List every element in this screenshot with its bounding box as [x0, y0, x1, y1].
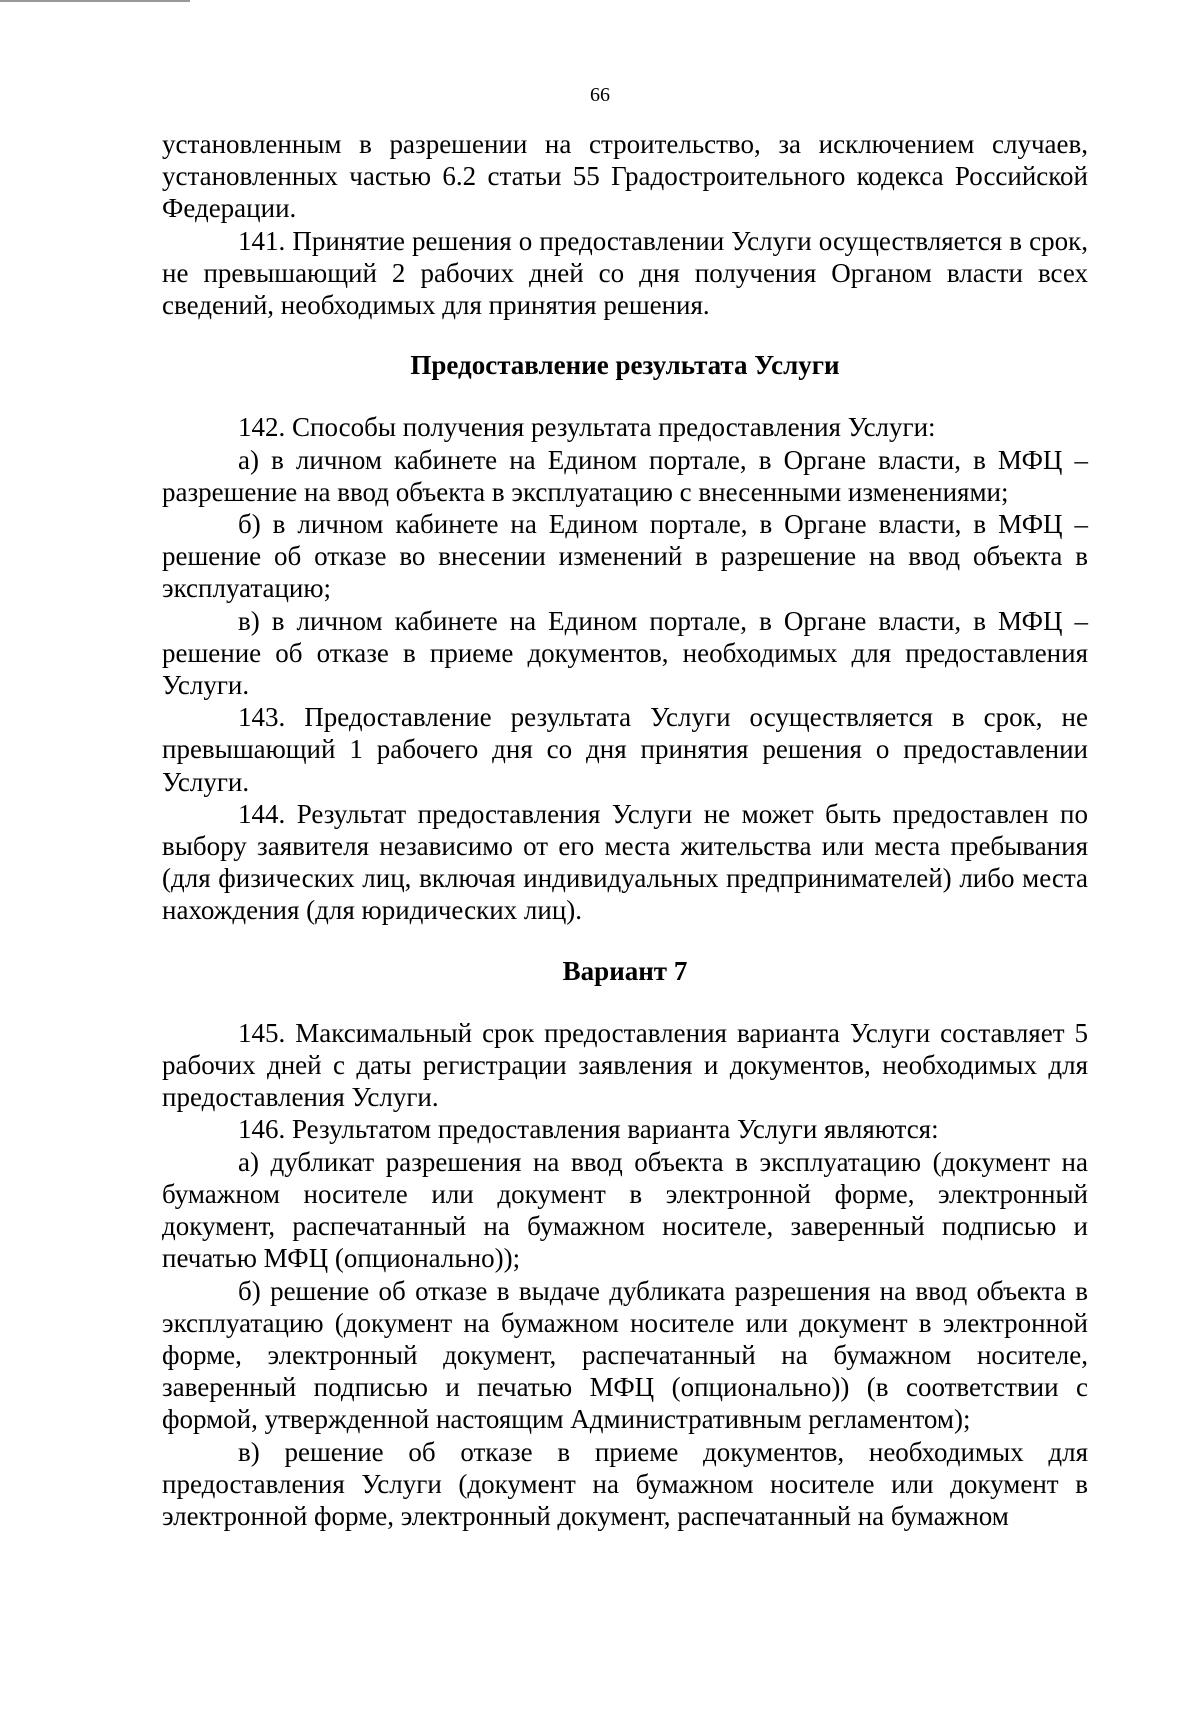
- list-item-146-b: б) решение об отказе в выдаче дубликата разрешения на ввод объекта в эксплуатацию (документ на бумажном носителе или документ в электронной форме, электронный документ, распечатанный на бумажном носителе, заверенный подписью и печатью МФЦ (опционально)) (в соответствии с формой, утвержденной настоящим Административным регламентом);: [162, 1275, 1088, 1435]
- list-item-142-v: в) в личном кабинете на Едином портале, в Органе власти, в МФЦ – решение об отказе в приеме документов, необходимых для предоставления Услуги.: [162, 605, 1088, 701]
- paragraph-145: 145. Максимальный срок предоставления варианта Услуги составляет 5 рабочих дней с даты регистрации заявления и документов, необходимых для предоставления Услуги.: [162, 1017, 1088, 1113]
- paragraph-141: 141. Принятие решения о предоставлении Услуги осуществляется в срок, не превышающий 2 рабочих дней со дня получения Органом власти всех сведений, необходимых для принятия решения.: [162, 225, 1088, 321]
- list-item-142-b: б) в личном кабинете на Едином портале, в Органе власти, в МФЦ – решение об отказе во внесении изменений в разрешение на ввод объекта в эксплуатацию;: [162, 509, 1088, 604]
- paragraph: установленным в разрешении на строительство, за исключением случаев, установленных частью 6.2 статьи 55 Градостроительного кодекса Российской Федерации.: [162, 129, 1088, 224]
- page-number: 66: [590, 84, 610, 106]
- list-item-146-a: а) дубликат разрешения на ввод объекта в эксплуатацию (документ на бумажном носителе или документ в электронной форме, электронный документ, распечатанный на бумажном носителе, заверенный подписью и печатью МФЦ (опционально));: [162, 1146, 1088, 1274]
- paragraph-144: 144. Результат предоставления Услуги не может быть предоставлен по выбору заявителя независимо от его места жительства или места пребывания (для физических лиц, включая индивидуальных предпринимателей) либо места нахождения (для юридических лиц).: [162, 798, 1088, 926]
- scan-edge-mark: [0, 0, 190, 2]
- document-body: [162, 128, 1088, 1532]
- list-item-146-v: в) решение об отказе в приеме документов, необходимых для предоставления Услуги (документ на бумажном носителе или документ в электронной форме, электронный документ, распечатанный на бумажном: [162, 1436, 1088, 1531]
- paragraph-142: 142. Способы получения результата предоставления Услуги:: [238, 412, 936, 443]
- list-item-142-a: а) в личном кабинете на Едином портале, в Органе власти, в МФЦ – разрешение на ввод объекта в эксплуатацию с внесенными изменениями;: [162, 444, 1088, 507]
- section-heading-result: Предоставление результата Услуги: [410, 350, 840, 381]
- section-heading-variant-7: Вариант 7: [562, 955, 688, 986]
- paragraph-146: 146. Результатом предоставления варианта Услуги являются:: [238, 1114, 939, 1145]
- paragraph-143: 143. Предоставление результата Услуги осуществляется в срок, не превышающий 1 рабочего дня со дня принятия решения о предоставлении Услуги.: [162, 702, 1088, 797]
